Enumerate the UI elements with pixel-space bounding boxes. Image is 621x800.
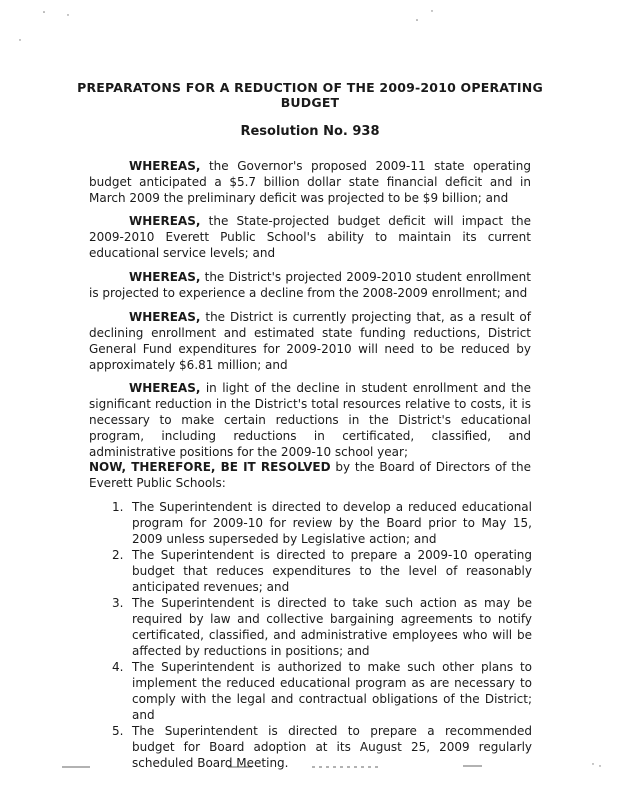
- whereas-lead: WHEREAS,: [129, 381, 201, 395]
- list-item: [112, 499, 532, 547]
- whereas-lead: WHEREAS,: [129, 159, 201, 173]
- whereas-paragraph: [89, 213, 531, 261]
- item-text: The Superintendent is directed to develop a reduced educational program for 2009-10 for review by the Board prior to May 15, 2009 unless superseded by Legislative action; and: [132, 500, 532, 546]
- whereas-paragraph: [89, 158, 531, 206]
- whereas-text: the Governor's proposed 2009-11 state operating budget anticipated a $5.7 billion dollar state financial deficit and in March 2009 the preliminary deficit was projected to be $9 billion; and: [89, 159, 531, 205]
- document-title-line-1: PREPARATONS FOR A REDUCTION OF THE 2009-2010 OPERATING: [77, 80, 543, 95]
- resolution-number: Resolution No. 938: [240, 124, 380, 139]
- item-number: 5.: [112, 724, 124, 738]
- list-item: [112, 595, 532, 659]
- document-title-line-2: BUDGET: [280, 95, 340, 110]
- resolved-text: by the Board of Directors of the Everett Public Schools:: [89, 460, 531, 490]
- whereas-lead: WHEREAS,: [129, 214, 201, 228]
- list-item: [112, 659, 532, 723]
- whereas-paragraph: [89, 380, 531, 460]
- item-text: The Superintendent is directed to take such action as may be required by law and collective bargaining agreements to notify certificated, classified, and administrative employees who will be affected by reductions in positions; and: [132, 596, 532, 658]
- item-number: 2.: [112, 548, 124, 562]
- resolved-paragraph: [89, 459, 531, 491]
- whereas-lead: WHEREAS,: [129, 270, 201, 284]
- whereas-lead: WHEREAS,: [129, 310, 201, 324]
- whereas-text: in light of the decline in student enrollment and the significant reduction in the District's total resources relative to costs, it is necessary to make certain reductions in the District's educational program, including reductions in certificated, classified, and administrative positions for the 2009-10 school year;: [89, 381, 531, 459]
- item-number: 1.: [112, 500, 124, 514]
- whereas-paragraph: [89, 269, 531, 301]
- list-item: [112, 723, 532, 771]
- list-item: [112, 547, 532, 595]
- resolution-items-list: [112, 499, 532, 771]
- whereas-text: the District's projected 2009-2010 student enrollment is projected to experience a decline from the 2008-2009 enrollment; and: [89, 270, 531, 300]
- item-text: The Superintendent is authorized to make such other plans to implement the reduced educational program as are necessary to comply with the legal and contractual obligations of the District; and: [132, 660, 532, 722]
- whereas-paragraph: [89, 309, 531, 373]
- item-number: 3.: [112, 596, 124, 610]
- whereas-text: the State-projected budget deficit will impact the 2009-2010 Everett Public School's ability to maintain its current educational service levels; and: [89, 214, 531, 260]
- whereas-text: the District is currently projecting that, as a result of declining enrollment and estimated state funding reductions, District General Fund expenditures for 2009-2010 will need to be reduced by approximately $6.81 million; and: [89, 310, 531, 372]
- item-number: 4.: [112, 660, 124, 674]
- resolved-lead: NOW, THEREFORE, BE IT RESOLVED: [89, 460, 331, 474]
- item-text: The Superintendent is directed to prepare a 2009-10 operating budget that reduces expenditures to the level of reasonably anticipated revenues; and: [132, 548, 532, 594]
- item-text: The Superintendent is directed to prepare a recommended budget for Board adoption at its August 25, 2009 regularly scheduled Board Meeting.: [132, 724, 532, 770]
